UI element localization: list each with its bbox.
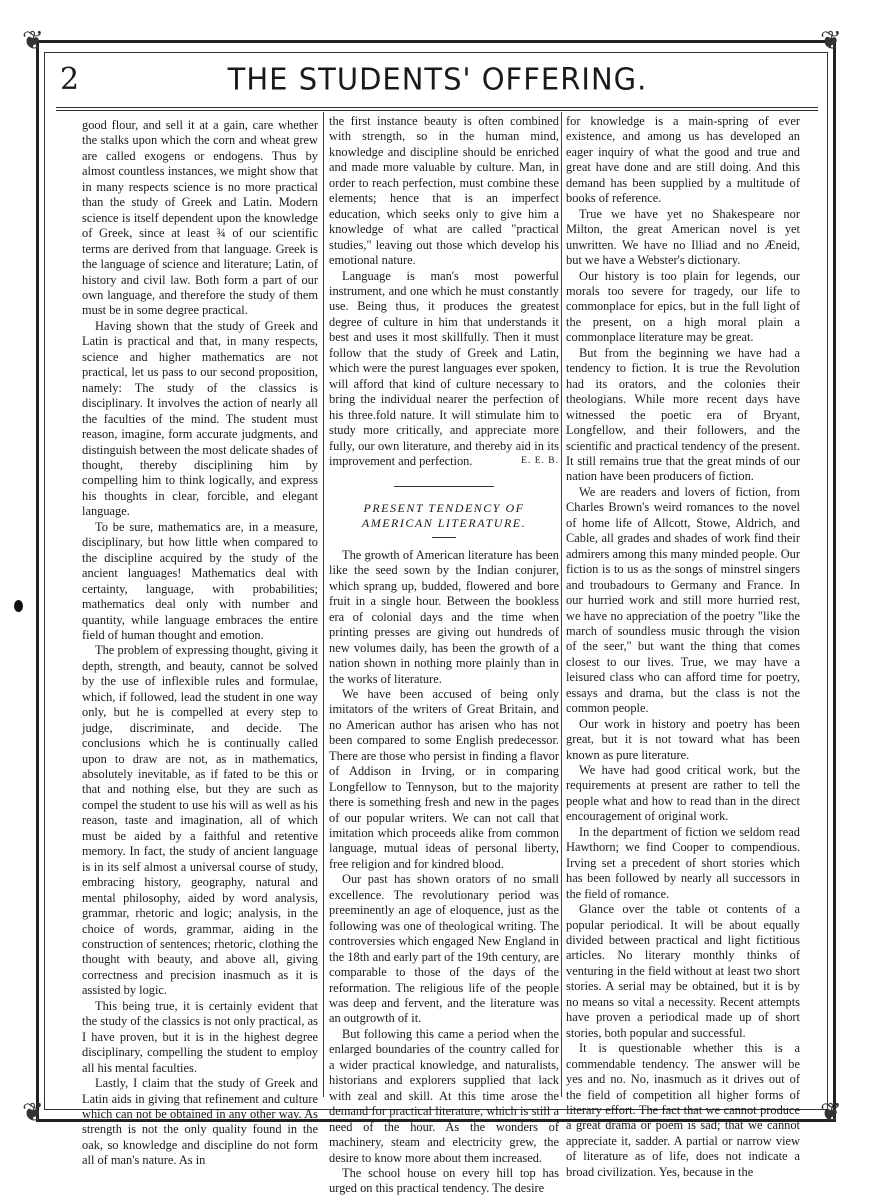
paragraph: Lastly, I claim that the study of Greek and Latin aids in giving that refinement and culture which can not be obtained in any other way. As strength is not the only quality found in the oak, so knowledge and discipline do not form all of man's nature. As in xyxy=(82,1076,318,1168)
paragraph: the first instance beauty is often combined with strength, so in the human mind, knowledge and discipline should be enriched and made more valuable by culture. Man, in order to reach perfection, must combine these elements; hence that is an imperfect education, which seeks only to give him a knowledge of what are called "practical studies," leaving out those which develop his emotional nature. xyxy=(329,114,559,268)
paragraph: We have been accused of being only imitators of the writers of Great Britain, and no American author has arisen who has not been compared to some English predecessor. There are those who persist in finding a flavor of Addison in Irving, or in comparing Longfellow to Tennyson, but to the majority there is something fresh and new in the pages of our popular writers. We can not call that imitation which proceeds alike from common language, mutual ideas of personal liberty, free religion and for kindred blood. xyxy=(329,686,559,871)
title-rule xyxy=(432,537,456,538)
paragraph: The school house on every hill top has urged on this practical tendency. The desire xyxy=(329,1166,559,1196)
paragraph: But following this came a period when the enlarged boundaries of the country called for a wider practical knowledge, and naturalists, historians and explorers supplied that lack with zeal and skill. At this time arose the demand for practical literature, which is still a need of the hour. As the wonders of machinery, steam and electricity grew, the desire to know more about them increased. xyxy=(329,1026,559,1165)
floral-ornament-icon: ❦ xyxy=(22,1098,44,1127)
paragraph: Our past has shown orators of no small excellence. The revolutionary period was preeminently an age of eloquence, just as the following was one of theological writing. The controversies which engaged New England in the 18th and early part of the 19th century, are comparable to those of the days of the reformation. The religious life of the people was deep and fervent, and the literature was an outgrowth of it. xyxy=(329,872,559,1026)
floral-ornament-icon: ❦ xyxy=(820,1098,842,1127)
floral-ornament-icon: ❦ xyxy=(820,26,842,55)
column-1 xyxy=(82,118,318,1169)
column-2 xyxy=(329,114,559,1197)
column-3 xyxy=(566,114,800,1180)
paragraph: This being true, it is certainly evident that the study of the classics is not only practical, as I have proven, but it is in the highest degree disciplinary, compelling the student to employ all his mental faculties. xyxy=(82,998,318,1075)
section-rule xyxy=(394,486,494,487)
paragraph: Our history is too plain for legends, our morals too severe for tragedy, our life to commonplace for epics, but in the full light of the present, on a high moral plain a commonplace literature may be great. xyxy=(566,268,800,345)
paragraph: good flour, and sell it at a gain, care whether the stalks upon which the corn and wheat grew are called exogens or endogens. Thus by almost countless instances, we might show that in many respects science is no more practical than the study of Greek and Latin. Modern science is itself dependent upon the knowledge of Greek, since at least ¾ of our scientific terms are derived from that language. Greek is the language of science and literature; Latin, of history and civil law. Both form a part of our own language, and therefore the study of them must be in some degree practical. xyxy=(82,118,318,318)
paragraph: for knowledge is a main-spring of ever existence, and among us has developed an eager inquiry of what the good and true and great have done and are still doing. And this demand has been supplied by a multitude of books of reference. xyxy=(566,114,800,206)
punch-hole xyxy=(14,600,23,612)
paragraph: Having shown that the study of Greek and Latin is practical and that, in many respects, science and higher mathematics are not practical, let us pass to our second proposition, namely: The study of the classics is disciplinary. It involves the action of nearly all the faculties of the mind. The student must reason, imagine, form accurate judgments, and distinguish between the most delicate shades of thought, thereby disciplining him by compelling him to think logically, and express his thoughts in clear, forcible, and elegant language. xyxy=(82,318,318,519)
paragraph: The growth of American literature has been like the seed sown by the Indian conjurer, which sprang up, budded, flowered and bore fruit in a single hour. Between the bookless era of colonial days and the time when printing presses are giving out hundreds of new volumes daily, has been the growth of a nation shown in nothing more plainly than in the works of literature. xyxy=(329,547,559,686)
paragraph: Glance over the table ot contents of a popular periodical. It will be about equally divided between practical and light fictitious articles. No literary monthly thinks of venturing in the field without at least two short stories. A serial may be obtained, but it is by no means so vital a necessity. Recent attempts have proven a periodical made up of short stories, both popular and successful. xyxy=(566,902,800,1040)
paragraph: But from the beginning we have had a tendency to fiction. It is true the Revolution had its orators, and the colonies their theologians. While more recent days have witnessed the poetic era of Bryant, Longfellow, and their followers, and the scientific and practical tendency of the present. It still remains true that the great minds of our nation have been producers of fiction. xyxy=(566,345,800,484)
paragraph: Our work in history and poetry has been great, but it is not toward what has been known as pure literature. xyxy=(566,716,800,762)
floral-ornament-icon: ❦ xyxy=(22,26,44,55)
header-rule xyxy=(56,107,818,108)
paragraph: The problem of expressing thought, giving it depth, strength, and beauty, cannot be solved by the use of inflexible rules and formulae, which, if followed, lead the student in one way only, but he is compelled at every step to judge, discriminate, and decide. The conclusions which he is continually called upon to draw are not, as in mathematics, absolutely inevitable, as if fated to be this or that and nothing else, but they are such as compel the student to use his will as well as his reason, taste and imagination, all of which must be aided by a faithful and retentive memory. In fact, the study of ancient language is in its self almost a universal course of study, embracing history, geography, natural and mental philosophy, aided by word analysis, grammar, rhetoric and logic; analysis, in the choice of words, grammar, aiding in the construction of sentences; rhetoric, clothing the thought with beauty, and above all, giving correctness and precision inasmuch as it is assisted by logic. xyxy=(82,643,318,998)
article-title: PRESENT TENDENCY OF AMERICAN LITERATURE. xyxy=(361,500,527,530)
paragraph: Language is man's most powerful instrument, and one which he must constantly use. Being thus, it produces the greatest degree of culture in him that understands it best and uses it most skillfully. Then it must follow that the study of Greek and Latin, which were the purest languages ever spoken, will afford that kind of culture necessary to bring the individual nearer the perfection of his three.fold nature. It will stimulate him to study more critically, and appreciate more fully, our own literature, and thereby aid in its improvement and perfection. xyxy=(329,268,559,468)
paragraph: We have had good critical work, but the requirements at present are rather to tell the people what and how to read than in the direct encouragement of original work. xyxy=(566,763,800,824)
author-signature: E. E. B. xyxy=(521,456,559,467)
column-divider xyxy=(323,112,324,1097)
column-divider xyxy=(561,112,562,1097)
paragraph: It is questionable whether this is a commendable tendency. The answer will be yes and no. No, inasmuch as it drives out of the field of competition all higher forms of literary effort. The fact that we cannot produce a great drama or poem is sad; that we cannot appreciate it, sadder. A partial or narrow view of literature as of life, does not indicate a broad civilization. Yes, because in the xyxy=(566,1041,800,1179)
masthead-title: THE STUDENTS' OFFERING. xyxy=(227,61,648,97)
paragraph: In the department of fiction we seldom read Hawthorn; we find Cooper to compendious. Irving set a precedent of short stories which has been followed by nearly all successors in the field of romance. xyxy=(566,824,800,901)
header-rule xyxy=(56,110,818,111)
paragraph: True we have yet no Shakespeare nor Milton, the great American novel is yet unwritten. We have no Illiad and no Æneid, but we have a Webster's dictionary. xyxy=(566,206,800,268)
paragraph: To be sure, mathematics are, in a measure, disciplinary, but how little when compared to the discipline acquired by the study of the ancient languages! Mathematics deal with certainty, language, with probabilities; mathematics deal only with number and quantity, while language embraces the entire field of human thought and emotion. xyxy=(82,519,318,642)
paragraph: We are readers and lovers of fiction, from Charles Brown's weird romances to the novel of home life of Allcott, Stowe, Aldrich, and Cable, all grades and shades of work find their admirers among this many minded people. Our fiction is to us as the songs of minstrel singers and troubadours to Germany and France. In our hurried work and still more hurried rest, we have no appreciation of the poetry "like the march of soundless music through the vision of the seer," but want the thing that comes closest to our lives. True, we may have a leisured class who can afford time for poetry, essays and drama, but the class is not the common people. xyxy=(566,484,800,716)
page-number: 2 xyxy=(60,62,80,97)
